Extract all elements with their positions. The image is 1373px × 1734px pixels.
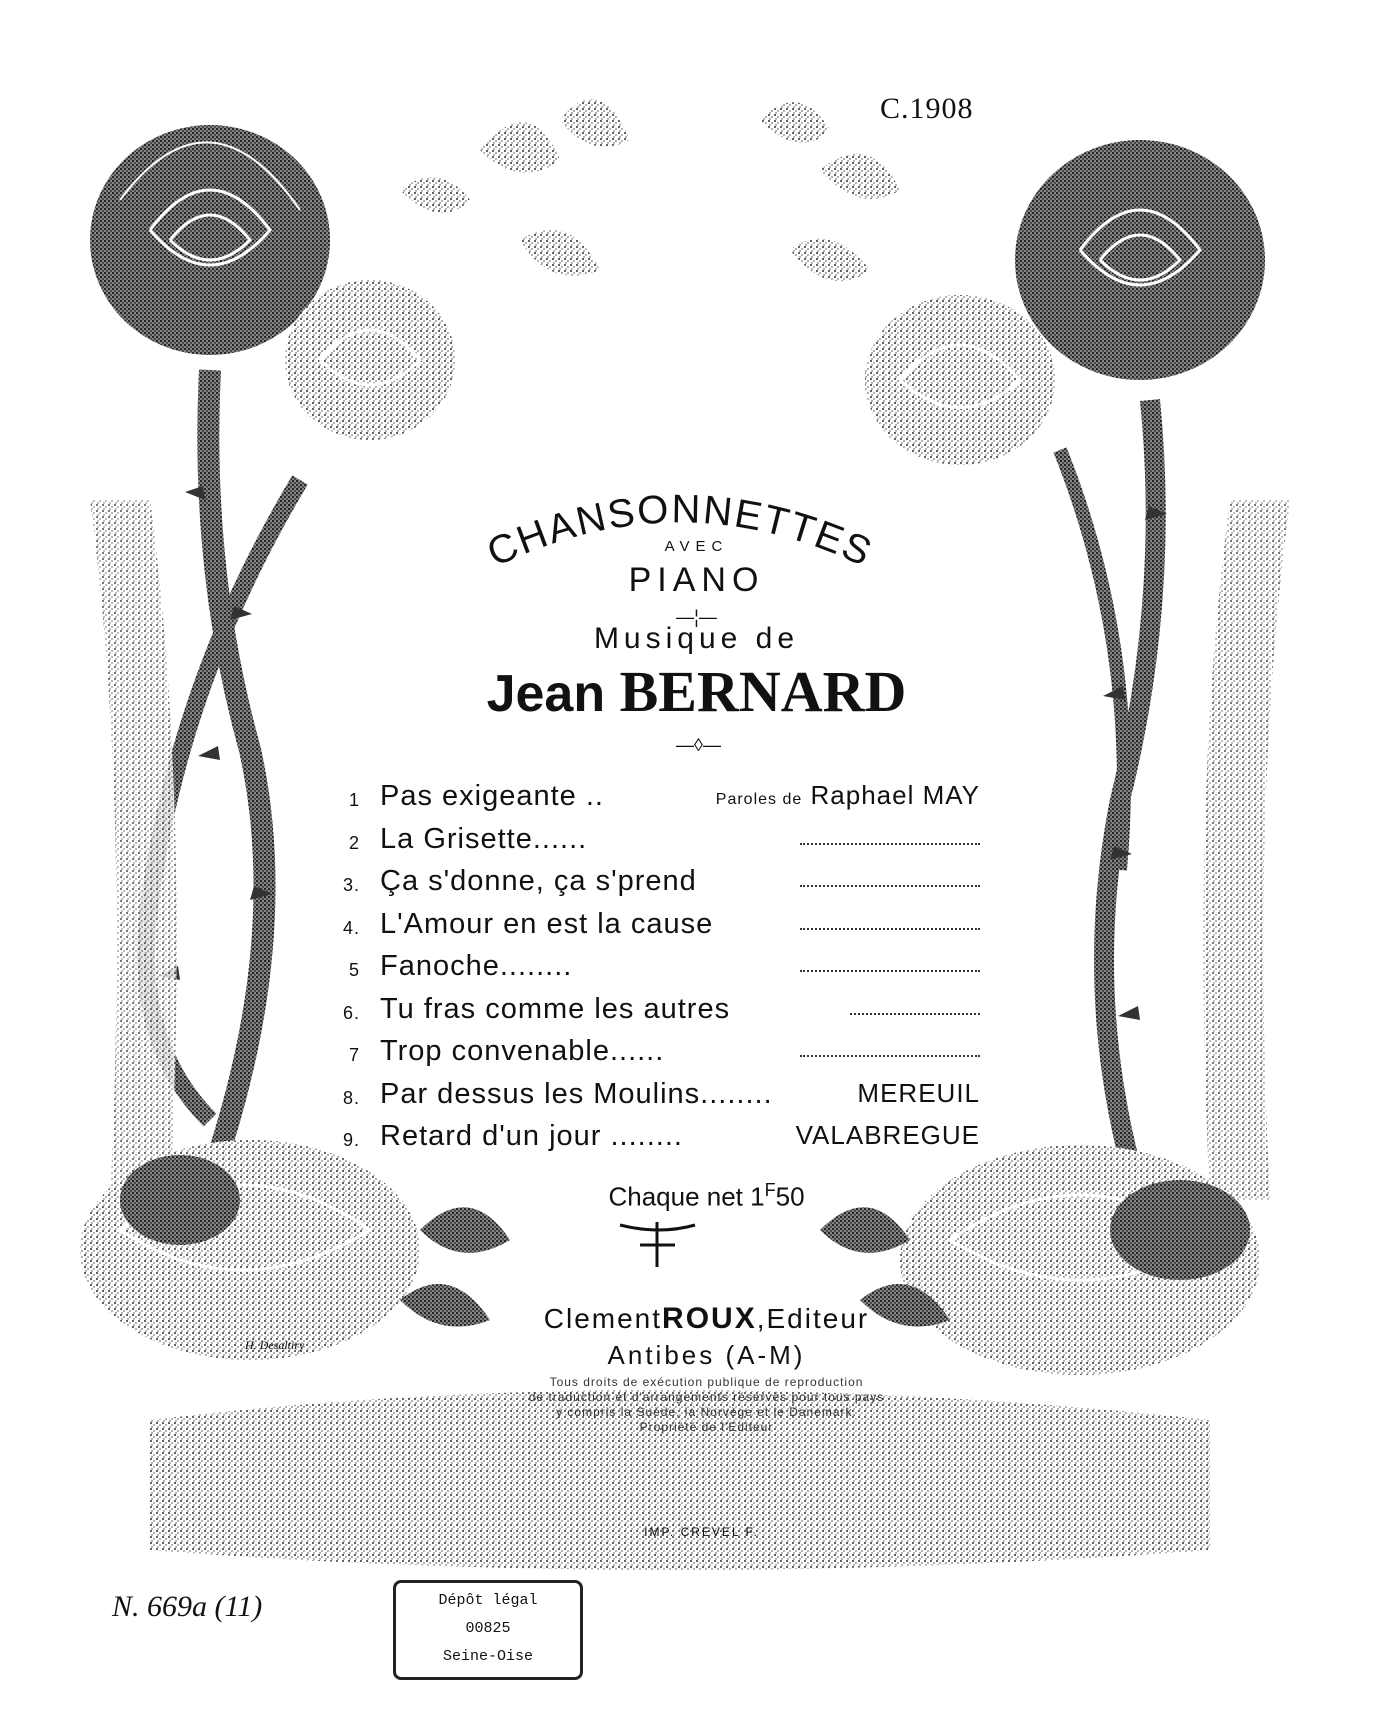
leader-line [850, 1013, 980, 1015]
price-line [0, 1180, 1373, 1213]
leader-line [800, 843, 980, 845]
song-credit [716, 780, 980, 811]
song-credit-name: MEREUIL [857, 1077, 980, 1108]
price-label: Chaque net [608, 1181, 743, 1212]
composer-last-name: BERNARD [619, 659, 907, 724]
leader-line [800, 928, 980, 930]
ornament-divider: —◊— [676, 735, 721, 755]
song-number: 4. [342, 917, 360, 938]
avec-label: AVEC [664, 538, 729, 555]
musique-de-label: Musique de [593, 622, 800, 655]
song-item [320, 865, 980, 908]
song-item [320, 1035, 980, 1078]
song-item [320, 823, 980, 866]
price-ornament [620, 1222, 695, 1267]
stamp-line: 00825 [465, 1620, 511, 1637]
song-item [320, 780, 980, 823]
song-credit-name: Raphael MAY [810, 780, 980, 810]
publisher-role: Editeur [766, 1303, 870, 1334]
song-item [320, 993, 980, 1036]
song-number: 2 [348, 832, 360, 853]
song-number: 8. [342, 1087, 360, 1108]
song-number: 5 [348, 960, 360, 980]
publisher-city: Antibes (A-M) [607, 1340, 806, 1370]
rights-notice [0, 1375, 1373, 1435]
rights-line: de traduction et d'arrangements réservés pour tous pays [528, 1390, 885, 1404]
song-number: 6. [342, 1002, 360, 1023]
stamp-line: Dépôt légal [438, 1592, 538, 1609]
song-number: 3. [342, 875, 360, 895]
song-item [320, 908, 980, 951]
song-number: 9. [342, 1130, 360, 1150]
ornament-small: —¦— [676, 607, 717, 627]
song-item [320, 1120, 980, 1163]
composer-name [0, 658, 1373, 725]
leader-line [800, 970, 980, 972]
catalog-number: C.1908 [880, 92, 974, 125]
song-number: 1 [348, 790, 360, 810]
publisher-last: ROUX [662, 1302, 757, 1335]
song-title: Ça s'donne, ça s'prend [380, 865, 697, 897]
song-list [320, 780, 980, 1163]
rights-line: Tous droits de exécution publique de reproduction [549, 1375, 864, 1389]
song-title: Tu fras comme les autres [380, 992, 731, 1025]
depot-legal-stamp [393, 1580, 583, 1680]
price-unit: F [764, 1180, 776, 1200]
printer-credit: IMP. CREVEL F. [644, 1525, 759, 1539]
price-cents: 50 [775, 1181, 805, 1212]
song-number: 7 [348, 1045, 360, 1065]
price-amount: 1 [750, 1181, 765, 1212]
publisher-first: Clement [543, 1303, 663, 1334]
leader-line [800, 1055, 980, 1057]
leader-line [800, 885, 980, 887]
library-shelfmark: N. 669a (11) [112, 1590, 263, 1623]
song-credit-name: VALABREGUE [795, 1120, 980, 1150]
song-title: Par dessus les Moulins........ [380, 1077, 773, 1110]
song-title: L'Amour en est la cause [380, 907, 714, 940]
rose-top-left [90, 125, 455, 440]
song-title: Trop convenable...... [380, 1035, 665, 1067]
cover-title-text: CHANSONNETTES [480, 487, 880, 576]
song-title: Retard d'un jour ........ [380, 1120, 683, 1152]
rose-top-right [865, 140, 1265, 465]
composer-first-name: Jean [486, 665, 606, 723]
publisher-name: ClementROUX,Editeur [543, 1302, 870, 1335]
rights-line: y compris la Suède, la Norvège et le Danemark. [556, 1405, 857, 1419]
song-title: Pas exigeante .. [380, 780, 604, 812]
stamp-line: Seine-Oise [442, 1648, 533, 1665]
song-title: La Grisette...... [380, 822, 588, 855]
song-credit-label: Paroles de [715, 791, 803, 808]
piano-label: PIANO [628, 561, 765, 599]
rights-line: Propriété de l'Editeur [639, 1420, 774, 1434]
song-title: Fanoche........ [380, 950, 573, 982]
song-item [320, 1078, 980, 1121]
song-item [320, 950, 980, 993]
illustrator-signature: H. Desaltiry [245, 1338, 305, 1352]
leaves-top [400, 99, 900, 281]
